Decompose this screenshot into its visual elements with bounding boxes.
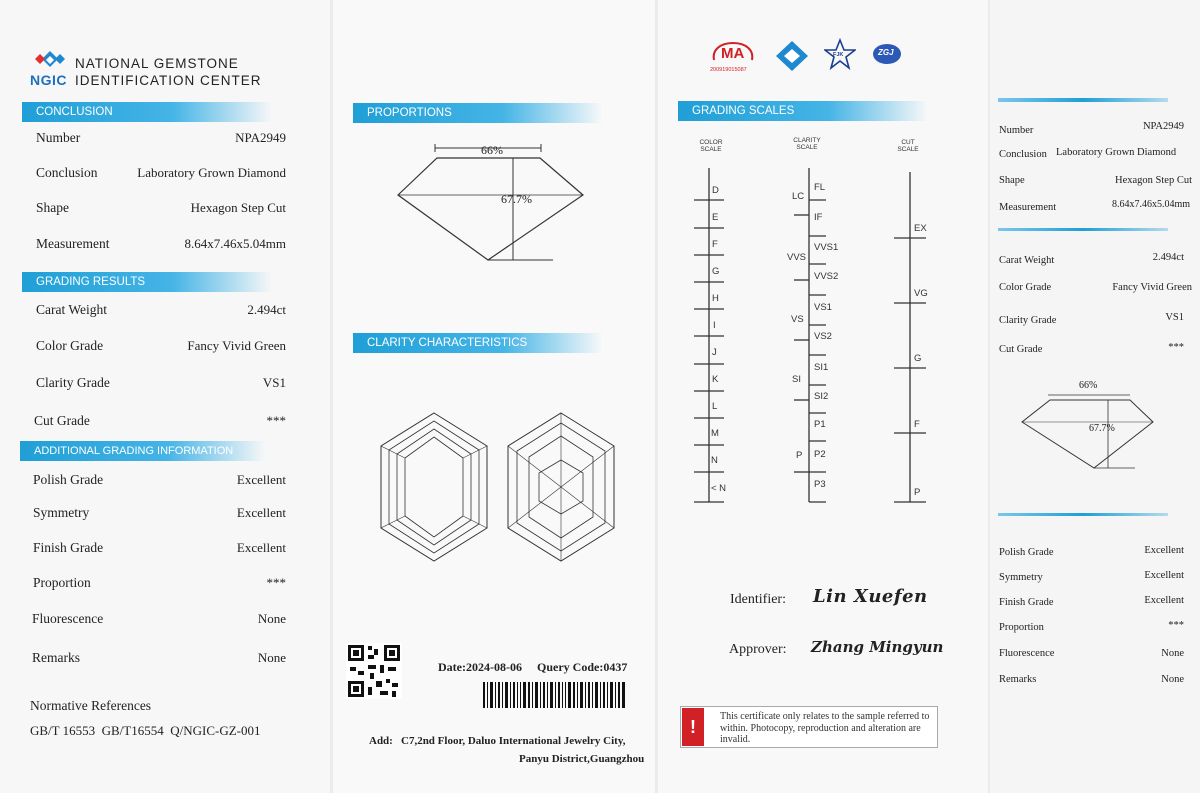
row-label: Proportion [33, 575, 91, 590]
row-label: Symmetry [33, 505, 90, 520]
report-panel-scales [658, 0, 988, 793]
proportion-depth-pct: 67.7% [501, 192, 532, 206]
summary-row [999, 545, 1184, 558]
color-grade-mark: K [712, 374, 719, 385]
address-line1: C7,2nd Floor, Daluo International Jewelry City, [401, 735, 626, 747]
clarity-group-label: P [796, 450, 803, 461]
row-label: Shape [999, 175, 1025, 186]
title-line: SCALE [796, 144, 818, 151]
row-label: Remarks [32, 650, 80, 665]
row-value: Excellent [1144, 545, 1184, 556]
color-grade-mark: I [713, 320, 716, 331]
conclusion-row [36, 200, 286, 216]
row-label: Shape [36, 200, 69, 215]
cut-grade-mark: P [914, 487, 921, 498]
summary-row [999, 121, 1184, 136]
color-grade-mark: E [712, 212, 719, 223]
clarity-grade-mark: SI1 [814, 362, 829, 373]
row-value: *** [266, 413, 286, 428]
identifier-label: Identifier: [730, 592, 786, 607]
summary-row [999, 252, 1184, 266]
color-grade-mark: D [712, 185, 719, 196]
conclusion-row [36, 130, 286, 146]
grading-row [36, 338, 286, 354]
row-label: Color Grade [36, 338, 104, 353]
row-value: VS1 [1165, 312, 1184, 323]
clarity-grade-mark: SI2 [814, 391, 829, 402]
color-grade-mark: G [712, 266, 720, 277]
proportion-diagram [393, 140, 593, 270]
title-line: SCALE [897, 146, 919, 153]
report-date: Date:2024-08-06 [438, 660, 522, 674]
row-label: Symmetry [999, 572, 1043, 583]
title-line: CUT [901, 139, 915, 146]
row-label: Number [36, 130, 81, 145]
clarity-grade-mark: VVS2 [814, 271, 839, 282]
clarity-grade-mark: VVS1 [814, 242, 839, 253]
row-label: Proportion [999, 622, 1044, 633]
additional-row [33, 472, 286, 488]
row-label: Clarity Grade [999, 315, 1057, 326]
proportion-table-pct: 66% [481, 143, 503, 157]
summary-row [999, 312, 1184, 326]
crown-view-diagram [378, 410, 490, 564]
row-label: Remarks [999, 674, 1037, 685]
row-label: Carat Weight [36, 302, 108, 317]
row-label: Conclusion [36, 165, 98, 180]
row-value: 8.64x7.46x5.04mm [1111, 199, 1190, 210]
summary-row [999, 175, 1192, 186]
color-grade-mark: N [711, 455, 718, 466]
row-value: 2.494ct [247, 302, 286, 317]
clarity-grade-mark: P2 [814, 449, 826, 460]
query-code: Query Code:0437 [537, 660, 628, 674]
section-header-conclusion: CONCLUSION [22, 102, 272, 122]
grading-row [34, 413, 286, 429]
clarity-grade-mark: FL [814, 182, 826, 193]
row-value: Fancy Vivid Green [1112, 282, 1192, 293]
summary-row [999, 674, 1184, 685]
row-label: Fluorescence [32, 611, 104, 626]
additional-row [33, 505, 286, 521]
title-line: COLOR [699, 139, 723, 146]
row-value: *** [1168, 620, 1184, 631]
row-label: Cut Grade [34, 413, 90, 428]
row-label: Polish Grade [33, 472, 104, 487]
pavilion-view-diagram [505, 410, 617, 564]
row-label: Finish Grade [999, 597, 1054, 608]
title-line: CLARITY [793, 137, 821, 144]
additional-row [32, 611, 286, 627]
row-label: Fluorescence [999, 648, 1055, 659]
summary-row [999, 342, 1184, 355]
qr-code-icon [346, 643, 402, 699]
row-value: VS1 [262, 375, 286, 390]
grading-row [36, 375, 286, 391]
fjk-logo-text: FJK [833, 52, 844, 58]
section-header-proportions: PROPORTIONS [353, 103, 603, 123]
row-value: None [1161, 648, 1184, 659]
color-grade-mark: < N [711, 483, 727, 494]
approver-label: Approver: [729, 642, 787, 657]
summary-divider [998, 513, 1168, 516]
row-value: Fancy Vivid Green [187, 338, 286, 353]
summary-row [999, 595, 1184, 608]
row-label: Finish Grade [33, 540, 104, 555]
summary-row [999, 282, 1192, 293]
additional-row [32, 650, 286, 666]
section-header-grading-scales: GRADING SCALES [678, 101, 928, 121]
conclusion-row [36, 236, 286, 252]
identifier-signature: Lin Xuefen [813, 586, 928, 607]
additional-row [33, 575, 286, 591]
row-label: Polish Grade [999, 547, 1054, 558]
cma-logo-text: MA [721, 45, 745, 62]
clarity-grade-mark: VS1 [814, 302, 832, 313]
summary-accent-bar [998, 98, 1168, 102]
title-line: SCALE [700, 146, 722, 153]
clarity-group-label: SI [792, 374, 801, 385]
row-value: Excellent [1144, 595, 1184, 606]
cut-grade-mark: EX [914, 223, 927, 234]
row-value: Hexagon Step Cut [190, 200, 286, 215]
row-label: Measurement [999, 202, 1057, 213]
additional-row [33, 540, 286, 556]
row-label: Carat Weight [999, 255, 1055, 266]
clarity-group-label: VVS [787, 252, 807, 263]
section-header-clarity-characteristics: CLARITY CHARACTERISTICS [353, 333, 603, 353]
row-value: *** [1168, 342, 1184, 353]
color-grade-mark: L [712, 401, 718, 412]
color-grade-mark: H [712, 293, 719, 304]
org-name-line1: NATIONAL GEMSTONE [75, 56, 239, 71]
normative-refs: GB/T 16553 GB/T16554 Q/NGIC-GZ-001 [30, 723, 261, 738]
clarity-grade-mark: IF [814, 212, 823, 223]
clarity-grade-mark: P3 [814, 479, 826, 490]
summary-divider [998, 228, 1168, 231]
color-grade-mark: M [711, 428, 719, 439]
cut-grade-mark: F [914, 419, 920, 430]
address-line2: Panyu District,Guangzhou [519, 753, 645, 765]
report-panel-summary [990, 0, 1200, 793]
grading-scale-lines [658, 0, 988, 520]
cut-grade-mark: G [914, 353, 922, 364]
barcode-icon [483, 682, 625, 708]
row-value: Excellent [236, 472, 286, 487]
summary-depth-pct: 67.7% [1089, 423, 1115, 434]
org-abbr: NGIC [30, 72, 67, 88]
notice-text: This certificate only relates to the sample referred to within. Photocopy, reproduction and alteration are invalid. [720, 711, 930, 745]
row-value: 8.64x7.46x5.04mm [184, 236, 286, 251]
row-label: Clarity Grade [36, 375, 110, 390]
row-value: None [257, 611, 286, 626]
section-header-additional: ADDITIONAL GRADING INFORMATION [20, 441, 265, 461]
row-value: None [1161, 674, 1184, 685]
cma-number: 200919015087 [710, 67, 747, 73]
color-grade-mark: F [712, 239, 718, 250]
report-panel-diagrams [333, 0, 655, 793]
row-label: Cut Grade [999, 344, 1043, 355]
approver-signature: Zhang Mingyun [811, 638, 944, 656]
iso-logo-text: ZGJ [878, 48, 894, 57]
summary-table-pct: 66% [1079, 380, 1098, 391]
clarity-grade-mark: VS2 [814, 331, 832, 342]
summary-row [999, 570, 1184, 583]
conclusion-row [36, 165, 286, 181]
cut-grade-mark: VG [914, 288, 928, 299]
warning-icon: ! [682, 708, 704, 746]
color-grade-mark: J [712, 347, 717, 358]
grading-row [36, 302, 286, 318]
row-value: Laboratory Grown Diamond [137, 165, 286, 180]
report-panel-main [0, 0, 330, 793]
row-value: 2.494ct [1152, 252, 1184, 263]
clarity-group-label: VS [791, 314, 804, 325]
org-name-line2: IDENTIFICATION CENTER [75, 73, 262, 88]
row-value: NPA2949 [235, 130, 286, 145]
address-label: Add: [369, 735, 393, 747]
summary-row [999, 648, 1184, 659]
row-label: Conclusion [999, 149, 1047, 160]
clarity-grade-mark: P1 [814, 419, 826, 430]
row-value: NPA2949 [1142, 121, 1184, 132]
summary-row [999, 199, 1190, 213]
row-value: *** [266, 575, 286, 590]
row-value: Excellent [1144, 570, 1184, 581]
row-label: Color Grade [999, 282, 1052, 293]
row-label: Measurement [36, 236, 110, 251]
normative-title: Normative References [30, 698, 152, 713]
summary-conclusion-value: Laboratory Grown Diamond [1056, 147, 1177, 158]
row-value: Hexagon Step Cut [1115, 175, 1192, 186]
row-label: Number [999, 125, 1034, 136]
summary-row [999, 620, 1184, 633]
row-value: Excellent [236, 540, 286, 555]
row-value: Excellent [236, 505, 286, 520]
row-value: None [257, 650, 286, 665]
clarity-group-label: LC [792, 191, 805, 202]
section-header-grading-results: GRADING RESULTS [22, 272, 272, 292]
